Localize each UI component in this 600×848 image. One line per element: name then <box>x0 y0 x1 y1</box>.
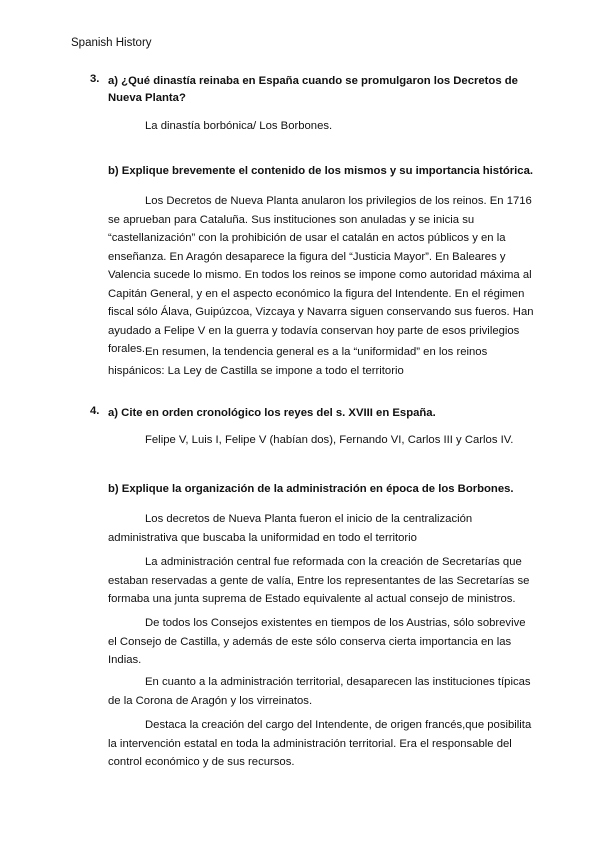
question-3-number: 3. <box>90 73 100 85</box>
question-3a: a) ¿Qué dinastía reinaba en España cuando se promulgaron los Decretos de Nueva Planta? <box>108 75 518 104</box>
answer-3a: La dinastía borbónica/ Los Borbones. <box>145 120 333 132</box>
answer-3b-paragraph-1: Los Decretos de Nueva Planta anularon los privilegios de los reinos. En 1716 se aprueban para Cataluña. Sus instituciones son anuladas y se inicia su “castellanización” con la prohibición de usar el catalán en actos públicos y en la enseñanza. En Aragón desaparece la figura del “Justicia Mayor”. En Baleares y Valencia sucede lo mismo. En todos los reinos se impone como autoridad máxima al Capitán General, y en el aspecto económico la figura del Intendente. En el régimen fiscal sólo Álava, Guipúzcoa, Vizcaya y Navarra siguen conservando sus fueros. Han ayudado a Felipe V en la guerra y todavía conservan hoy parte de esos privilegios forales. <box>108 195 534 355</box>
answer-4b-paragraph-3: De todos los Consejos existentes en tiempos de los Austrias, sólo sobrevive el Consejo de Castilla, y además de este sólo conserva cierta importancia en las Indias. <box>108 617 526 666</box>
answer-4b-paragraph-5: Destaca la creación del cargo del Intendente, de origen francés,que posibilita la intervención estatal en toda la administración territorial. Era el responsable del control económico y de sus recursos. <box>108 719 532 768</box>
answer-4b-paragraph-4: En cuanto a la administración territorial, desaparecen las instituciones típicas de la Corona de Aragón y los virreinatos. <box>108 676 531 707</box>
answer-3b-paragraph-2: En resumen, la tendencia general es a la “uniformidad” en los reinos hispánicos: La Ley de Castilla se impone a todo el territorio <box>108 346 488 377</box>
answer-4a: Felipe V, Luis I, Felipe V (habían dos), Fernando VI, Carlos III y Carlos IV. <box>145 434 514 446</box>
question-4-number: 4. <box>90 405 100 417</box>
answer-4b-paragraph-2: La administración central fue reformada con la creación de Secretarías que estaban reservadas a gente de valía, Entre los representantes de las Secretarías se formaba una junta suprema de Estado equivalente al actual consejo de ministros. <box>108 556 530 605</box>
question-4a: a) Cite en orden cronológico los reyes del s. XVIII en España. <box>108 407 436 419</box>
question-4b: b) Explique la organización de la administración en época de los Borbones. <box>108 483 514 495</box>
answer-4b-paragraph-1: Los decretos de Nueva Planta fueron el inicio de la centralización administrativa que buscaba la uniformidad en todo el territorio <box>108 513 473 544</box>
page-header: Spanish History <box>71 37 152 49</box>
question-3b: b) Explique brevemente el contenido de los mismos y su importancia histórica. <box>108 165 533 177</box>
